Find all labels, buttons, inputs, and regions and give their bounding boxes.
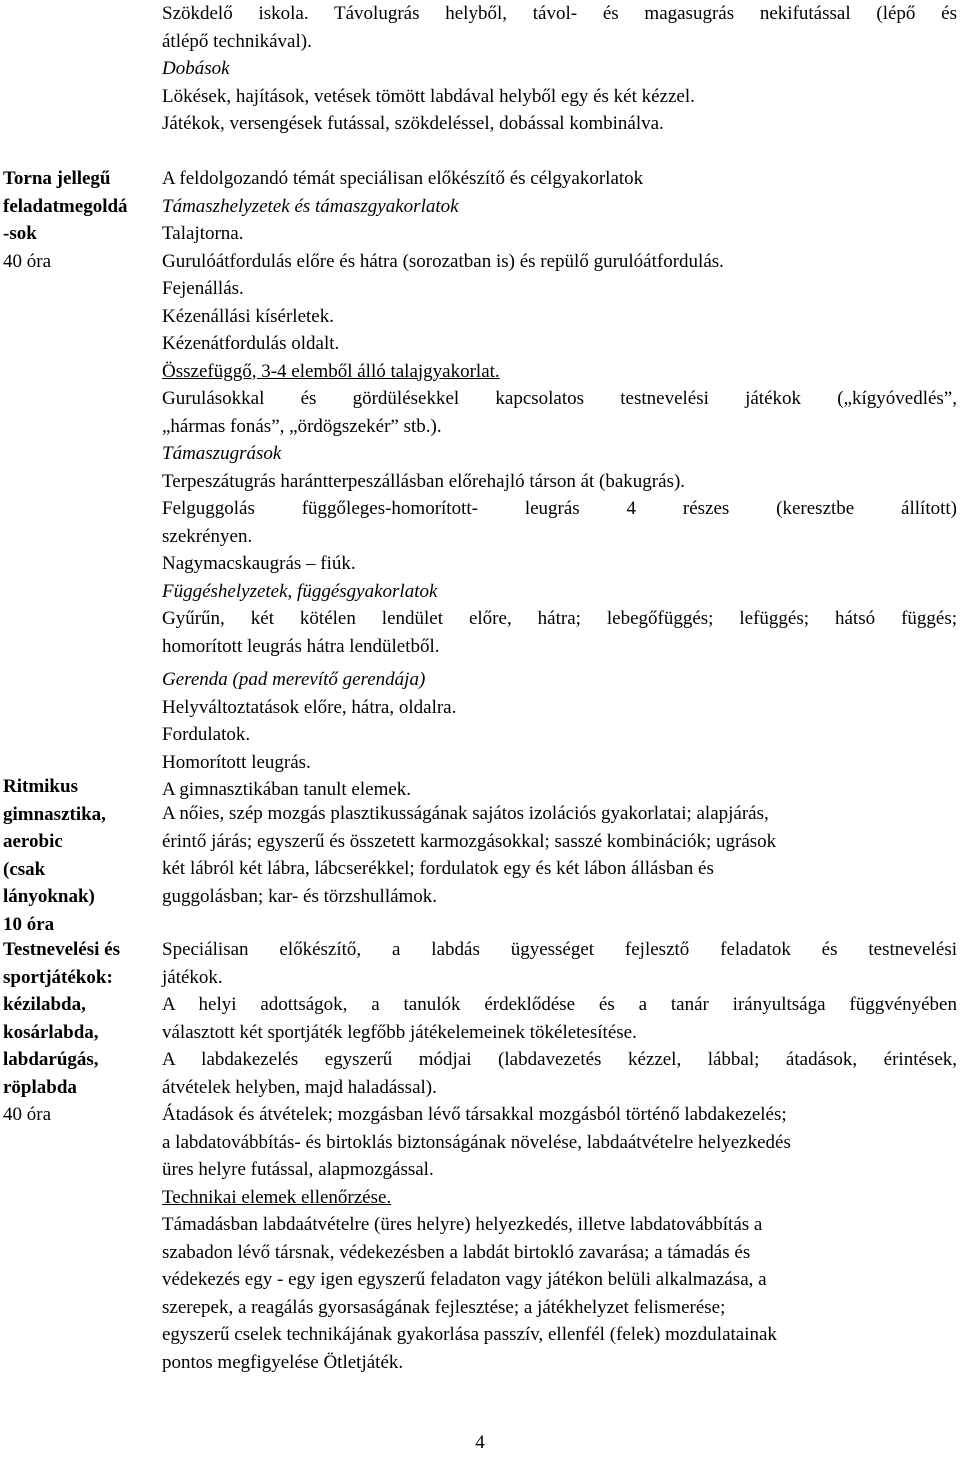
- label-line: labdarúgás,: [3, 1049, 99, 1070]
- label-line: Ritmikus: [3, 776, 78, 797]
- text-line: A labdakezelés egyszerű módjai (labdavezetés kézzel, lábbal; átadások, érintések,: [162, 1049, 957, 1070]
- text-line: szabadon lévő társnak, védekezésben a labdát birtokló zavarása; a támadás és: [162, 1241, 751, 1263]
- text-line: Speciálisan előkészítő, a labdás ügyességet fejlesztő feladatok és testnevelési: [162, 939, 957, 960]
- text-line: Technikai elemek ellenőrzése.: [162, 1186, 392, 1208]
- sport-label: [3, 936, 155, 1129]
- label-line: kézilabda,: [3, 994, 86, 1015]
- text-line: Nagymacskaugrás – fiúk.: [162, 553, 356, 574]
- label-line: röplabda: [3, 1076, 77, 1098]
- text-line: homorított leugrás hátra lendületből.: [162, 635, 440, 657]
- label-line: (csak: [3, 858, 46, 880]
- text-line: Összefüggő, 3-4 elemből álló talajgyakorlat.: [162, 360, 500, 382]
- text-line: Támadásban labdaátvételre (üres helyre) helyezkedés, illetve labdatovábbítás a: [162, 1214, 763, 1235]
- text-line: pontos megfigyelése Ötletjáték.: [162, 1351, 404, 1373]
- text-line: a labdatovábbítás- és birtoklás biztonságának növelése, labdaátvételre helyezkedés: [162, 1131, 791, 1153]
- text-line: „hármas fonás”, „ördögszekér” stb.).: [162, 415, 442, 437]
- hours-label: 10 óra: [3, 913, 55, 935]
- label-line: feladatmegoldá: [3, 195, 128, 217]
- subheading: Dobások: [162, 58, 230, 79]
- text-line: Fejenállás.: [162, 278, 244, 299]
- text-line: Fordulatok.: [162, 724, 251, 745]
- torna-label: [3, 165, 155, 275]
- text-line: érintő járás; egyszerű és összetett karmozgásokkal; sasszé kombinációk; ugrások: [162, 830, 777, 852]
- label-line: -sok: [3, 223, 37, 244]
- text-line: választott két sportjáték legfőbb játékelemeinek tökéletesítése.: [162, 1021, 637, 1043]
- text-line: A feldolgozandó témát speciálisan előkészítő és célgyakorlatok: [162, 168, 644, 189]
- label-line: aerobic: [3, 831, 63, 852]
- text-line: játékok.: [162, 966, 223, 988]
- text-line: Gurulóátfordulás előre és hátra (sorozatban is) és repülő gurulóátfordulás.: [162, 250, 724, 272]
- hours-label: 40 óra: [3, 250, 52, 272]
- text-line: üres helyre futással, alapmozgással.: [162, 1159, 434, 1180]
- sport-content: [162, 936, 957, 1376]
- text-line: szerepek, a reagálás gyorsaságának fejlesztése; a játékhelyzet felismerése;: [162, 1296, 726, 1318]
- text-line: egyszerű cselek technikájának gyakorlása passzív, ellenfél (felek) mozdulatainak: [162, 1324, 777, 1345]
- text-line: Szökdelő iskola. Távolugrás helyből, távol- és magasugrás nekifutással (lépő és: [162, 3, 957, 24]
- text-line: Talajtorna.: [162, 223, 244, 244]
- text-line: Gyűrűn, két kötélen lendület előre, hátra; lebegőfüggés; lefüggés; hátsó függés;: [162, 608, 957, 629]
- text-line: A helyi adottságok, a tanulók érdeklődése és a tanár irányultsága függvényében: [162, 994, 957, 1015]
- text-line: védekezés egy - egy igen egyszerű feladaton vagy játékon belüli alkalmazása, a: [162, 1269, 767, 1290]
- text-line: guggolásban; kar- és törzshullámok.: [162, 885, 438, 907]
- ritmikus-label: [3, 773, 155, 938]
- text-line: Homorított leugrás.: [162, 751, 311, 773]
- text-line: Lökések, hajítások, vetések tömött labdával helyből egy és két kézzel.: [162, 85, 695, 107]
- subheading: Gerenda (pad merevítő gerendája): [162, 669, 426, 690]
- text-line: szekrényen.: [162, 525, 253, 547]
- label-line: lányoknak): [3, 886, 95, 907]
- text-line: átlépő technikával).: [162, 30, 312, 52]
- text-line: Játékok, versengések futással, szökdeléssel, dobással kombinálva.: [162, 113, 664, 134]
- text-line: két lábról két lábra, lábcserékkel; fordulatok egy és két lábon állásban és: [162, 858, 714, 879]
- label-line: gimnasztika,: [3, 803, 106, 825]
- text-line: Átadások és átvételek; mozgásban lévő társakkal mozgásból történő labdakezelés;: [162, 1104, 787, 1125]
- ritmikus-content: [162, 800, 957, 910]
- label-line: sportjátékok:: [3, 966, 113, 988]
- label-line: Testnevelési és: [3, 939, 120, 960]
- text-line: Terpeszátugrás harántterpeszállásban előrehajló társon át (bakugrás).: [162, 470, 686, 492]
- subheading: Függéshelyzetek, függésgyakorlatok: [162, 580, 438, 602]
- text-line: Kézenátfordulás oldalt.: [162, 333, 340, 354]
- text-line: Felguggolás függőleges-homorított- leugrás 4 részes (keresztbe állított): [162, 498, 957, 519]
- subheading: Támaszugrások: [162, 443, 282, 464]
- text-line: A nőies, szép mozgás plasztikusságának sajátos izolációs gyakorlatai; alapjárás,: [162, 803, 769, 824]
- text-line: Gurulásokkal és gördülésekkel kapcsolatos testnevelési játékok („kígyóvedlés”,: [162, 388, 957, 409]
- top-block: [162, 0, 957, 138]
- label-line: kosárlabda,: [3, 1021, 99, 1043]
- label-line: Torna jellegű: [3, 168, 111, 189]
- page-number: 4: [475, 1432, 485, 1453]
- text-line: Helyváltoztatások előre, hátra, oldalra.: [162, 696, 457, 718]
- text-line: átvételek helyben, majd haladással).: [162, 1076, 437, 1098]
- text-line: Kézenállási kísérletek.: [162, 305, 334, 327]
- hours-label: 40 óra: [3, 1104, 52, 1125]
- torna-content: [162, 165, 957, 804]
- text-line: A gimnasztikában tanult elemek.: [162, 779, 412, 800]
- subheading: Támaszhelyzetek és támaszgyakorlatok: [162, 195, 459, 217]
